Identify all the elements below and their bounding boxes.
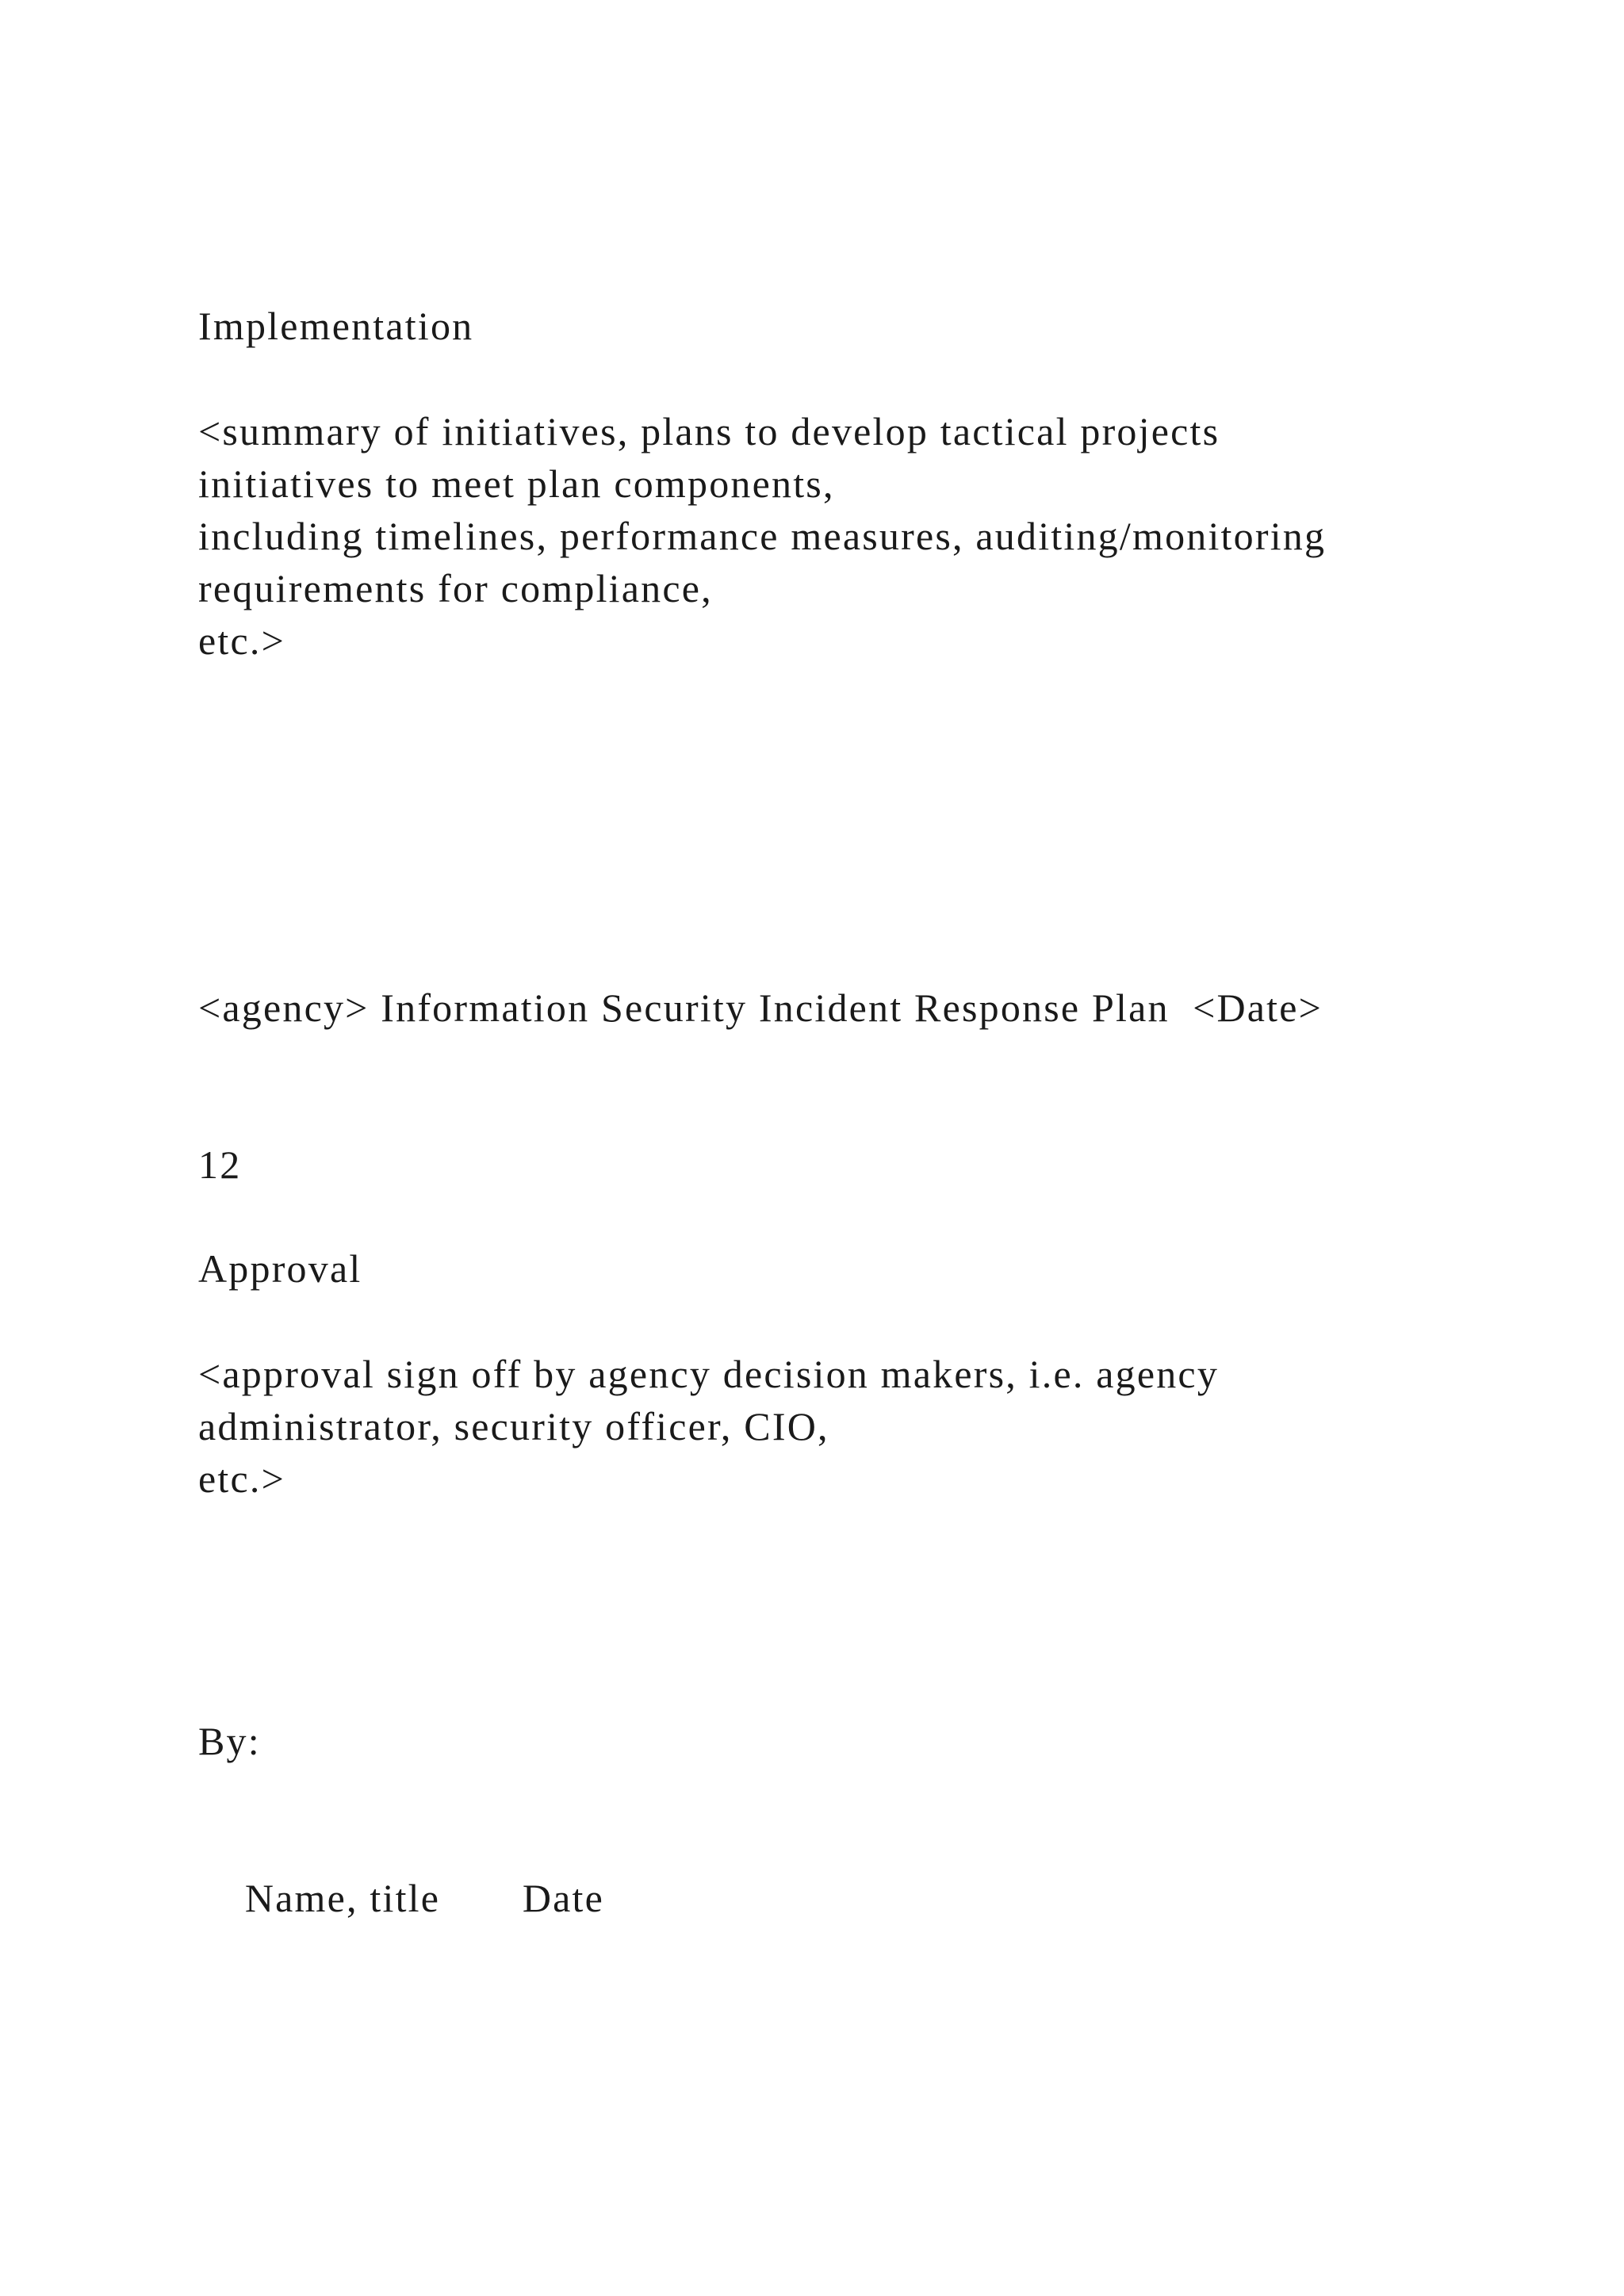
implementation-line: initiatives to meet plan components, — [198, 461, 835, 506]
name-title-label: Name, title — [244, 1876, 441, 1920]
implementation-line: etc.> — [198, 618, 285, 663]
page-number: 12 — [198, 1142, 242, 1187]
date-label: Date — [522, 1876, 604, 1920]
implementation-body — [198, 405, 1467, 667]
approval-line: <approval sign off by agency decision makers, i.e. agency — [198, 1352, 1220, 1396]
by-label: By: — [198, 1719, 261, 1763]
implementation-line: <summary of initiatives, plans to develop tactical projects — [198, 409, 1220, 453]
implementation-heading: Implementation — [198, 304, 474, 348]
footer-text: <agency> Information Security Incident Response Plan <Date> — [198, 985, 1323, 1030]
implementation-line: requirements for compliance, — [198, 566, 713, 610]
approval-line: administrator, security officer, CIO, — [198, 1404, 829, 1448]
signature-row — [198, 1820, 604, 1976]
implementation-line: including timelines, performance measures, auditing/monitoring — [198, 514, 1327, 558]
approval-body — [198, 1348, 1467, 1505]
approval-line: etc.> — [198, 1456, 285, 1501]
approval-heading: Approval — [198, 1246, 362, 1291]
